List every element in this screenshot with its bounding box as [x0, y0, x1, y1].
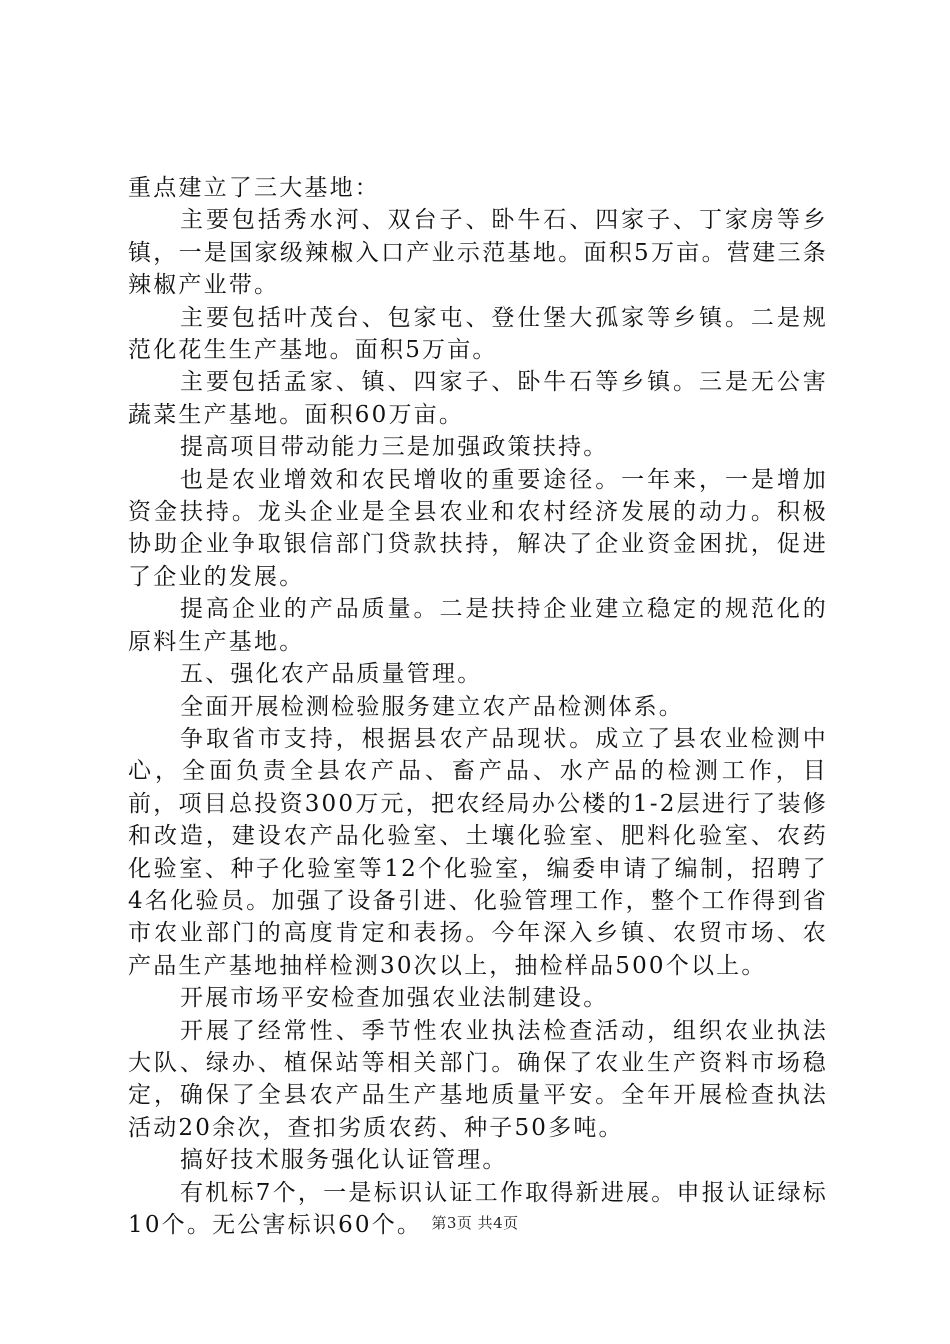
page-number-footer: 第3页 共4页	[431, 1214, 519, 1232]
paragraph: 全面开展检测检验服务建立农产品检测体系。	[180, 693, 684, 720]
document-body	[128, 172, 828, 1241]
paragraph: 提高项目带动能力三是加强政策扶持。	[180, 434, 609, 461]
paragraph: 主要包括孟家、镇、四家子、卧牛石等乡镇。三是无公害蔬菜生产基地。面积60万亩。	[128, 369, 828, 428]
paragraph: 主要包括秀水河、双台子、卧牛石、四家子、丁家房等乡镇，一是国家级辣椒入口产业示范基地。面积5万亩。营建三条辣椒产业带。	[128, 207, 828, 299]
section-heading: 五、强化农产品质量管理。	[180, 661, 483, 688]
paragraph: 有机标7个，一是标识认证工作取得新进展。申报认证绿标10个。无公害标识60个。	[128, 1179, 828, 1238]
paragraph: 也是农业增效和农民增收的重要途径。一年来，一是增加资金扶持。龙头企业是全县农业和农村经济发展的动力。积极协助企业争取银信部门贷款扶持，解决了企业资金困扰，促进了企业的发展。	[128, 466, 828, 590]
paragraph: 提高企业的产品质量。二是扶持企业建立稳定的规范化的原料生产基地。	[128, 596, 828, 655]
paragraph: 争取省市支持，根据县农产品现状。成立了县农业检测中心，全面负责全县农产品、畜产品、水产品的检测工作，目前，项目总投资300万元，把农经局办公楼的1-2层进行了装修和改造，建设农产品化验室、土壤化验室、肥料化验室、农药化验室、种子化验室等12个化验室，编委申请了编制，招聘了4名化验员。加强了设备引进、化验管理工作，整个工作得到省市农业部门的高度肯定和表扬。今年深入乡镇、农贸市场、农产品生产基地抽样检测30次以上，抽检样品500个以上。	[128, 725, 828, 979]
paragraph: 主要包括叶茂台、包家屯、登仕堡大孤家等乡镇。二是规范化花生生产基地。面积5万亩。	[128, 304, 828, 364]
paragraph: 搞好技术服务强化认证管理。	[180, 1147, 508, 1174]
paragraph: 开展了经常性、季节性农业执法检查活动，组织农业执法大队、绿办、植保站等相关部门。确保了农业生产资料市场稳定，确保了全县农产品生产基地质量平安。全年开展检查执法活动20余次，查扣劣质农药、种子50多吨。	[128, 1017, 828, 1141]
paragraph: 开展市场平安检查加强农业法制建设。	[180, 985, 609, 1012]
paragraph: 重点建立了三大基地：	[128, 175, 380, 201]
